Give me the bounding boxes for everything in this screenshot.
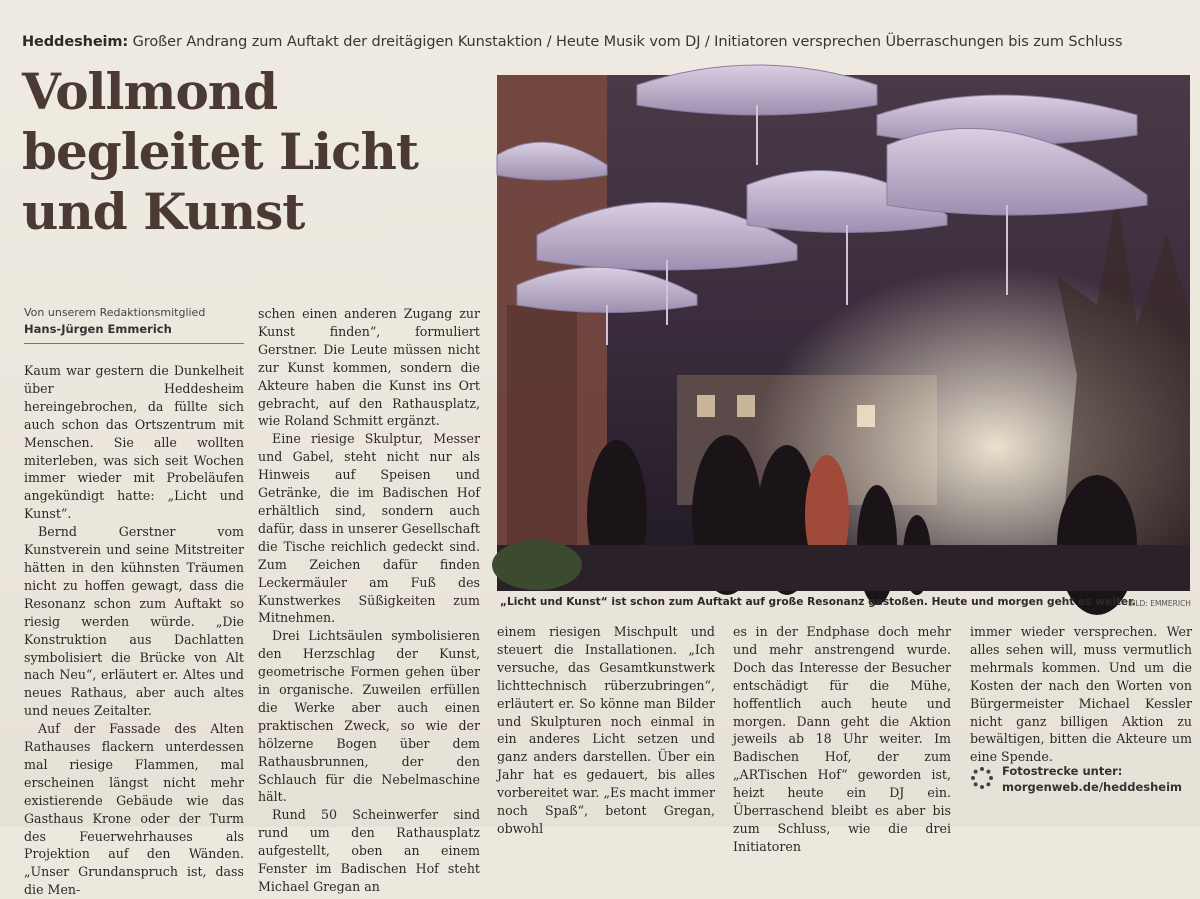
article-column-5 [970, 623, 1192, 766]
kicker-line [22, 34, 1192, 50]
event-photo [497, 75, 1190, 591]
article-column-2 [258, 305, 480, 896]
paragraph: Auf der Fassade des Alten Rathauses flackern unterdessen mal riesige Flammen, mal erscheinen längst nicht mehr existierende Gebäude wie das Gasthaus Krone oder der Turm des Feuerwehrhauses als Projektion auf den Wänden. „Unser Grundanspruch ist, dass die Men- [24, 721, 244, 898]
article-column-4 [733, 623, 951, 856]
paragraph: Rund 50 Scheinwerfer sind rund um den Rathausplatz aufgestellt, oben an einem Fenster im Badischen Hof steht Michael Gregan an [258, 807, 480, 894]
promo-url-link[interactable]: morgenweb.de/heddesheim [1002, 780, 1183, 794]
paragraph: Eine riesige Skulptur, Messer und Gabel, steht nicht nur als Hinweis auf Speisen und Getränke, die im Badischen Hof erhältlich sind, sondern auch dafür, dass in unserer Gesellschaft die Tische reichlich gedeckt sind. Zum Zeichen dafür finden Leckermäuler am Fuß des Kunstwerkes Süßigkeiten zum Mitnehmen. [258, 431, 480, 626]
paragraph: es in der Endphase doch mehr und mehr anstrengend wurde. Doch das Interesse der Besucher entschädigt für die Mühe, hoffentlich auch heute und morgen. Dann geht die Aktion jeweils ab 18 Uhr weiter. Im Badischen Hof, der zum „ARTischen Hof“ geworden ist, heizt heute ein DJ ein. Überraschend bleibt es aber bis zum Schluss, wie die drei Initiatoren [733, 624, 951, 854]
photo-gallery-promo[interactable] [970, 762, 1195, 798]
paragraph: einem riesigen Mischpult und steuert die Installationen. „Ich versuche, das Gesamtkunstwerk lichttechnisch rüberzubringen“, erläutert er. So könne man Bilder und Skulpturen noch einmal in ein anderes Licht setzen und ganz anders darstellen. Über ein Jahr hat es gedauert, bis alles vorbereitet war. „Es macht immer noch Spaß“, betont Gregan, obwohl [497, 624, 715, 836]
byline-intro: Von unserem Redaktionsmitglied [24, 306, 206, 319]
paragraph: Drei Lichtsäulen symbolisieren den Herzschlag der Kunst, geometrische Formen gehen über in organische. Zuweilen erfüllen die Werke aber auch einen praktischen Zweck, so wie der hölzerne Bogen über dem Rathausbrunnen, der den Schlauch für die Nebelmaschine hält. [258, 628, 480, 805]
headline-line-3: und Kunst [22, 182, 305, 241]
kicker-text: Großer Andrang zum Auftakt der dreitägigen Kunstaktion / Heute Musik vom DJ / Initiatoren versprechen Überraschungen bis zum Schluss [128, 34, 1123, 50]
umbrella-scene-illustration [497, 75, 1190, 591]
byline-rule [24, 343, 244, 344]
photo-credit: BILD: EMMERICH [1128, 599, 1191, 608]
byline-author: Hans-Jürgen Emmerich [24, 322, 172, 336]
kicker-location: Heddesheim: [22, 34, 129, 50]
paragraph: Bernd Gerstner vom Kunstverein und seine Mitstreiter hätten in den kühnsten Träumen nicht zu hoffen gewagt, dass die Resonanz schon zum Auftakt so riesig werden würde. „Die Konstruktion aus Dachlatten symbolisiert die Brücke von Alt nach Neu“, erläutert er. Altes und neues Rathaus, aber auch altes und neues Zeitalter. [24, 524, 244, 719]
promo-label: Fotostrecke unter: [1002, 764, 1123, 778]
headline-line-2: begleitet Licht [22, 122, 418, 181]
gallery-dots-icon [970, 766, 994, 790]
article-column-3 [497, 623, 715, 838]
paragraph: Kaum war gestern die Dunkelheit über Heddesheim hereingebrochen, da füllte sich auch schon das Ortszentrum mit Menschen. Sie alle wollten miterleben, was sich seit Wochen immer wieder mit Probeläufen angekündigt hatte: „Licht und Kunst“. [24, 363, 244, 522]
headline-line-1: Vollmond [22, 62, 278, 121]
photo-caption: „Licht und Kunst“ ist schon zum Auftakt auf große Resonanz gestoßen. Heute und morgen geht es weiter. [500, 596, 1136, 608]
paragraph: schen einen anderen Zugang zur Kunst finden“, formuliert Gerstner. Die Leute müssen nicht zur Kunst kommen, sondern die Akteure haben die Kunst ins Ort gebracht, auf den Rathausplatz, wie Roland Schmitt ergänzt. [258, 306, 480, 429]
article-column-1 [24, 362, 244, 899]
headline [22, 62, 492, 242]
paragraph: immer wieder versprechen. Wer alles sehen will, muss vermutlich mehrmals kommen. Und um die Kosten der nach den Worten von Bürgermeister Michael Kessler nicht ganz billigen Aktion zu bewältigen, bitten die Akteure um eine Spende. [970, 624, 1192, 765]
